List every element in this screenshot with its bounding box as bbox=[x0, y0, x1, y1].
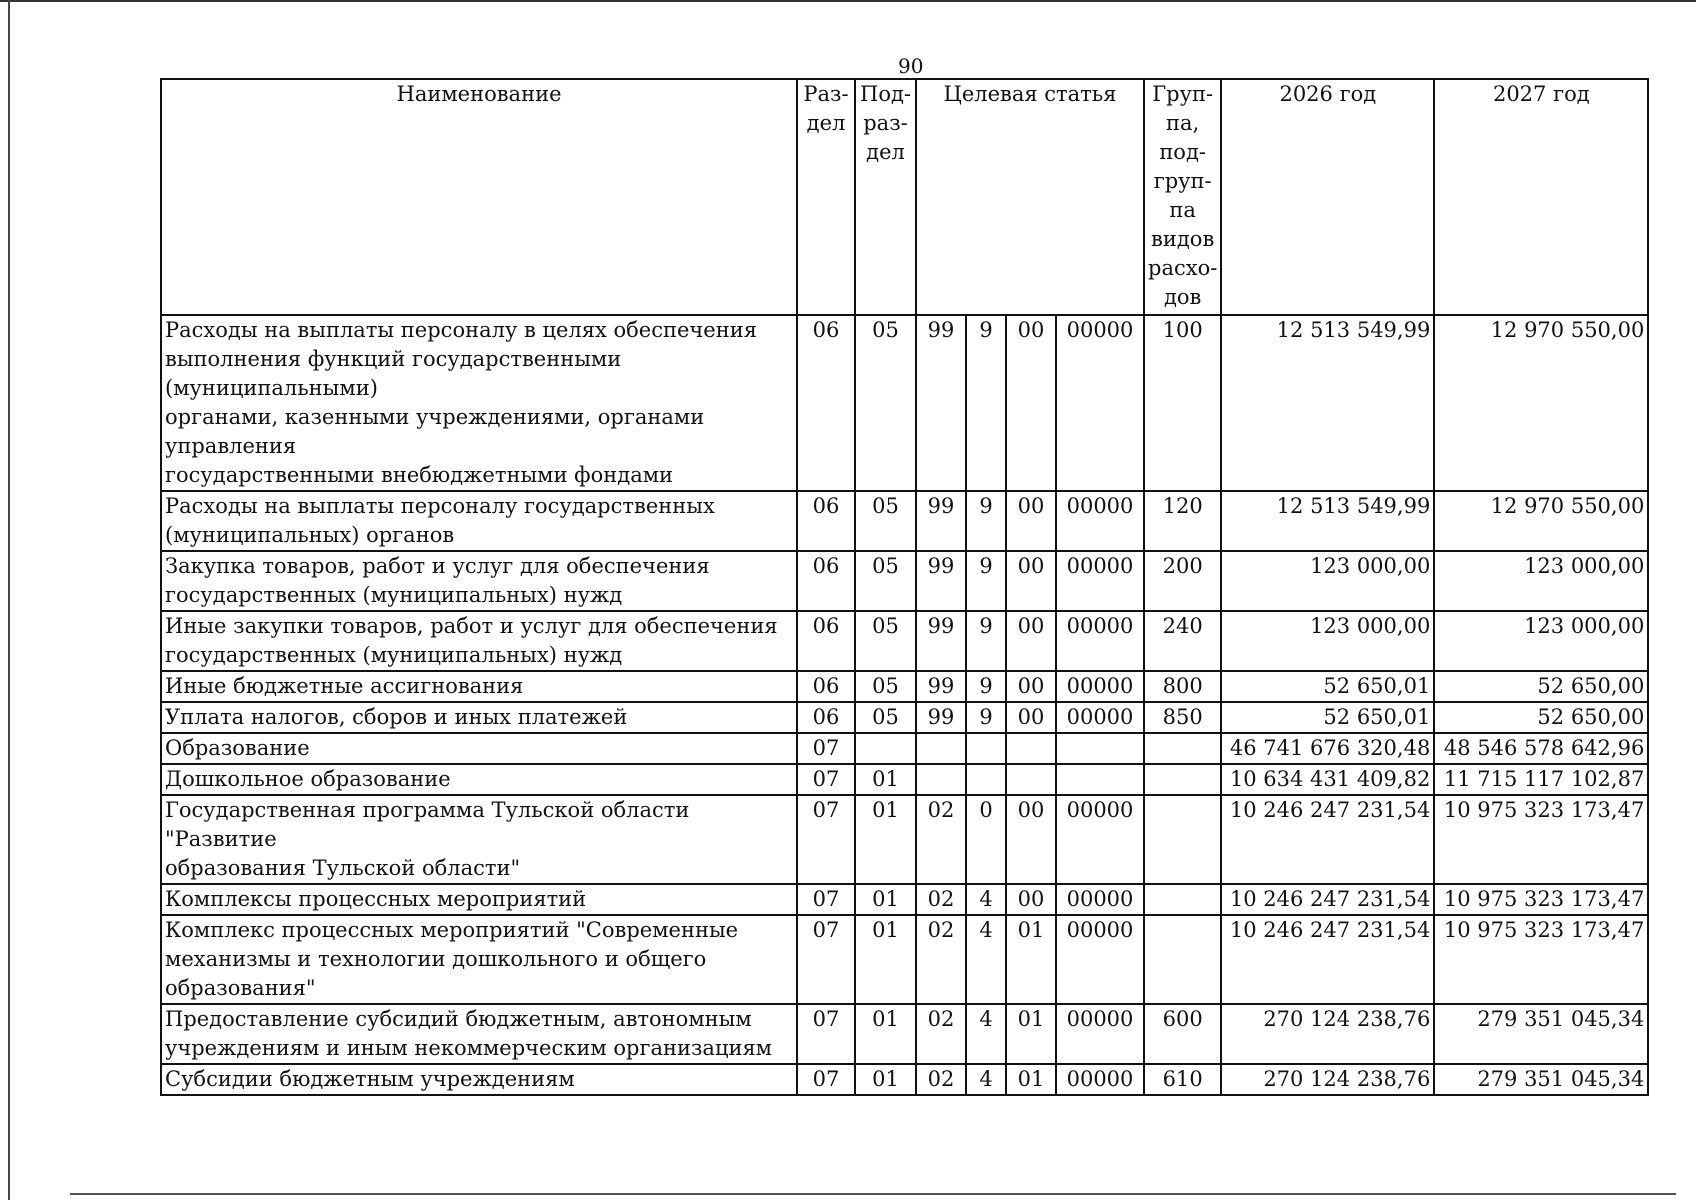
row-name-line: механизмы и технологии дошкольного и общего образования" bbox=[165, 947, 707, 1000]
row-2027: 52 650,00 bbox=[1434, 671, 1648, 702]
row-group: 240 bbox=[1144, 611, 1221, 671]
row-podrazdel: 05 bbox=[855, 551, 916, 611]
row-target-program: 99 bbox=[916, 611, 966, 671]
page-number: 90 bbox=[898, 54, 924, 78]
row-2027: 279 351 045,34 bbox=[1434, 1064, 1648, 1095]
row-target-direction: 00000 bbox=[1056, 671, 1144, 702]
row-podrazdel: 01 bbox=[855, 764, 916, 795]
header-group-line: Груп- bbox=[1152, 82, 1214, 106]
header-group-line: под- bbox=[1159, 140, 1206, 164]
row-group bbox=[1144, 733, 1221, 764]
row-name-line: Уплата налогов, сборов и иных платежей bbox=[165, 705, 628, 729]
row-target-element: 00 bbox=[1006, 884, 1056, 915]
row-target-program bbox=[916, 764, 966, 795]
row-name bbox=[161, 1064, 797, 1095]
row-name-line: государственных (муниципальных) нужд bbox=[165, 643, 623, 667]
row-name-line: Расходы на выплаты персоналу государственных bbox=[165, 494, 715, 518]
table-row bbox=[161, 1064, 1648, 1095]
row-target-element: 00 bbox=[1006, 671, 1056, 702]
row-podrazdel: 01 bbox=[855, 915, 916, 1004]
row-2027: 48 546 578 642,96 bbox=[1434, 733, 1648, 764]
header-group-line: па bbox=[1169, 198, 1196, 222]
row-target-type: 4 bbox=[966, 1064, 1006, 1095]
row-target-type: 4 bbox=[966, 915, 1006, 1004]
row-target-type: 9 bbox=[966, 551, 1006, 611]
row-name-line: органами, казенными учреждениями, органами управления bbox=[165, 405, 705, 458]
row-target-type: 0 bbox=[966, 795, 1006, 884]
table-row bbox=[161, 491, 1648, 551]
row-target-element: 00 bbox=[1006, 702, 1056, 733]
row-target-type: 9 bbox=[966, 671, 1006, 702]
table-row bbox=[161, 671, 1648, 702]
header-name: Наименование bbox=[161, 79, 797, 315]
scan-border-top bbox=[0, 0, 1696, 2]
header-group-line: па, bbox=[1166, 111, 1200, 135]
row-podrazdel: 05 bbox=[855, 315, 916, 491]
row-name-line: Иные закупки товаров, работ и услуг для обеспечения bbox=[165, 614, 778, 638]
row-podrazdel: 05 bbox=[855, 671, 916, 702]
table-row bbox=[161, 764, 1648, 795]
row-razdel: 07 bbox=[797, 795, 855, 884]
row-target-direction: 00000 bbox=[1056, 702, 1144, 733]
row-group: 850 bbox=[1144, 702, 1221, 733]
row-2026: 52 650,01 bbox=[1221, 671, 1434, 702]
row-name-line: государственными внебюджетными фондами bbox=[165, 463, 674, 487]
row-razdel: 07 bbox=[797, 1064, 855, 1095]
row-2027: 12 970 550,00 bbox=[1434, 315, 1648, 491]
header-row bbox=[161, 79, 1648, 315]
header-group-line: видов bbox=[1151, 227, 1215, 251]
row-group: 800 bbox=[1144, 671, 1221, 702]
header-target-article: Целевая статья bbox=[916, 79, 1144, 315]
row-name-line: Закупка товаров, работ и услуг для обеспечения bbox=[165, 554, 710, 578]
table-row bbox=[161, 915, 1648, 1004]
row-2026: 10 246 247 231,54 bbox=[1221, 795, 1434, 884]
row-name bbox=[161, 733, 797, 764]
header-podrazdel-line: раз- bbox=[863, 111, 908, 135]
row-razdel: 07 bbox=[797, 733, 855, 764]
row-group: 610 bbox=[1144, 1064, 1221, 1095]
row-name bbox=[161, 915, 797, 1004]
row-2027: 10 975 323 173,47 bbox=[1434, 915, 1648, 1004]
scan-border-bottom bbox=[70, 1193, 1676, 1195]
row-name bbox=[161, 611, 797, 671]
row-target-type: 4 bbox=[966, 1004, 1006, 1064]
header-razdel-line: Раз- bbox=[803, 82, 849, 106]
row-2026: 270 124 238,76 bbox=[1221, 1004, 1434, 1064]
header-group-line: груп- bbox=[1153, 169, 1212, 193]
row-name bbox=[161, 884, 797, 915]
table-row bbox=[161, 1004, 1648, 1064]
table-row bbox=[161, 884, 1648, 915]
row-target-direction: 00000 bbox=[1056, 795, 1144, 884]
row-podrazdel: 01 bbox=[855, 1064, 916, 1095]
row-target-element: 01 bbox=[1006, 1064, 1056, 1095]
row-target-direction bbox=[1056, 764, 1144, 795]
row-razdel: 06 bbox=[797, 551, 855, 611]
row-target-direction: 00000 bbox=[1056, 315, 1144, 491]
row-target-element: 00 bbox=[1006, 315, 1056, 491]
row-target-element: 01 bbox=[1006, 915, 1056, 1004]
row-name-line: Комплекс процессных мероприятий "Современные bbox=[165, 918, 739, 942]
row-group: 120 bbox=[1144, 491, 1221, 551]
row-target-element: 00 bbox=[1006, 611, 1056, 671]
row-name-line: (муниципальных) органов bbox=[165, 523, 455, 547]
header-podrazdel-line: дел bbox=[866, 140, 905, 164]
row-razdel: 06 bbox=[797, 491, 855, 551]
row-target-element bbox=[1006, 764, 1056, 795]
row-2026: 10 246 247 231,54 bbox=[1221, 884, 1434, 915]
row-2026: 46 741 676 320,48 bbox=[1221, 733, 1434, 764]
row-razdel: 07 bbox=[797, 764, 855, 795]
row-target-type: 9 bbox=[966, 702, 1006, 733]
row-name-line: Дошкольное образование bbox=[165, 767, 451, 791]
row-podrazdel bbox=[855, 733, 916, 764]
table-row bbox=[161, 551, 1648, 611]
row-target-element bbox=[1006, 733, 1056, 764]
row-group bbox=[1144, 884, 1221, 915]
table-row bbox=[161, 702, 1648, 733]
row-target-type bbox=[966, 764, 1006, 795]
header-2026: 2026 год bbox=[1221, 79, 1434, 315]
row-razdel: 06 bbox=[797, 702, 855, 733]
row-group: 200 bbox=[1144, 551, 1221, 611]
row-target-program: 02 bbox=[916, 915, 966, 1004]
row-2026: 123 000,00 bbox=[1221, 551, 1434, 611]
row-target-type: 4 bbox=[966, 884, 1006, 915]
row-2027: 123 000,00 bbox=[1434, 551, 1648, 611]
row-name-line: выполнения функций государственными (муниципальными) bbox=[165, 347, 622, 400]
row-target-program bbox=[916, 733, 966, 764]
row-name-line: Предоставление субсидий бюджетным, автономным bbox=[165, 1007, 752, 1031]
row-name-line: учреждениям и иным некоммерческим организациям bbox=[165, 1036, 773, 1060]
row-razdel: 07 bbox=[797, 915, 855, 1004]
row-podrazdel: 05 bbox=[855, 702, 916, 733]
row-name-line: Комплексы процессных мероприятий bbox=[165, 887, 587, 911]
row-target-program: 99 bbox=[916, 551, 966, 611]
row-2027: 52 650,00 bbox=[1434, 702, 1648, 733]
header-2027: 2027 год bbox=[1434, 79, 1648, 315]
row-target-direction: 00000 bbox=[1056, 611, 1144, 671]
row-2027: 10 975 323 173,47 bbox=[1434, 884, 1648, 915]
row-target-element: 01 bbox=[1006, 1004, 1056, 1064]
row-2026: 123 000,00 bbox=[1221, 611, 1434, 671]
row-podrazdel: 01 bbox=[855, 1004, 916, 1064]
table-row bbox=[161, 795, 1648, 884]
row-podrazdel: 01 bbox=[855, 795, 916, 884]
row-group bbox=[1144, 795, 1221, 884]
row-2026: 12 513 549,99 bbox=[1221, 491, 1434, 551]
row-name bbox=[161, 764, 797, 795]
row-target-element: 00 bbox=[1006, 795, 1056, 884]
header-group-line: дов bbox=[1163, 285, 1202, 309]
row-name-line: Образование bbox=[165, 736, 310, 760]
row-podrazdel: 05 bbox=[855, 611, 916, 671]
row-target-program: 99 bbox=[916, 702, 966, 733]
row-podrazdel: 01 bbox=[855, 884, 916, 915]
row-target-direction: 00000 bbox=[1056, 491, 1144, 551]
row-razdel: 07 bbox=[797, 1004, 855, 1064]
row-razdel: 07 bbox=[797, 884, 855, 915]
row-name-line: Расходы на выплаты персоналу в целях обеспечения bbox=[165, 318, 757, 342]
row-target-program: 99 bbox=[916, 491, 966, 551]
row-name bbox=[161, 671, 797, 702]
row-target-direction: 00000 bbox=[1056, 1064, 1144, 1095]
row-2026: 10 246 247 231,54 bbox=[1221, 915, 1434, 1004]
row-target-direction: 00000 bbox=[1056, 551, 1144, 611]
row-name-line: образования Тульской области" bbox=[165, 856, 521, 880]
header-group-line: расхо- bbox=[1148, 256, 1218, 280]
row-name bbox=[161, 551, 797, 611]
row-target-type: 9 bbox=[966, 491, 1006, 551]
row-group: 600 bbox=[1144, 1004, 1221, 1064]
row-group bbox=[1144, 915, 1221, 1004]
table-row bbox=[161, 315, 1648, 491]
row-2026: 52 650,01 bbox=[1221, 702, 1434, 733]
row-2027: 10 975 323 173,47 bbox=[1434, 795, 1648, 884]
row-target-program: 99 bbox=[916, 315, 966, 491]
row-name bbox=[161, 1004, 797, 1064]
header-podrazdel bbox=[855, 79, 916, 315]
row-name bbox=[161, 795, 797, 884]
header-podrazdel-line: Под- bbox=[860, 82, 911, 106]
row-name bbox=[161, 491, 797, 551]
row-target-direction: 00000 bbox=[1056, 884, 1144, 915]
header-razdel bbox=[797, 79, 855, 315]
table-row bbox=[161, 611, 1648, 671]
row-group: 100 bbox=[1144, 315, 1221, 491]
header-razdel-line: дел bbox=[806, 111, 846, 135]
row-2026: 10 634 431 409,82 bbox=[1221, 764, 1434, 795]
row-name-line: Иные бюджетные ассигнования bbox=[165, 674, 524, 698]
row-target-program: 99 bbox=[916, 671, 966, 702]
budget-table bbox=[160, 78, 1649, 1096]
row-2026: 12 513 549,99 bbox=[1221, 315, 1434, 491]
row-2027: 123 000,00 bbox=[1434, 611, 1648, 671]
row-target-direction bbox=[1056, 733, 1144, 764]
row-2027: 11 715 117 102,87 bbox=[1434, 764, 1648, 795]
row-name bbox=[161, 315, 797, 491]
row-podrazdel: 05 bbox=[855, 491, 916, 551]
row-razdel: 06 bbox=[797, 315, 855, 491]
row-name-line: государственных (муниципальных) нужд bbox=[165, 583, 623, 607]
row-target-program: 02 bbox=[916, 1064, 966, 1095]
row-target-type: 9 bbox=[966, 611, 1006, 671]
row-target-type: 9 bbox=[966, 315, 1006, 491]
row-target-program: 02 bbox=[916, 795, 966, 884]
row-2027: 12 970 550,00 bbox=[1434, 491, 1648, 551]
row-target-program: 02 bbox=[916, 1004, 966, 1064]
header-group bbox=[1144, 79, 1221, 315]
row-razdel: 06 bbox=[797, 611, 855, 671]
row-2026: 270 124 238,76 bbox=[1221, 1064, 1434, 1095]
row-target-direction: 00000 bbox=[1056, 915, 1144, 1004]
row-2027: 279 351 045,34 bbox=[1434, 1004, 1648, 1064]
row-razdel: 06 bbox=[797, 671, 855, 702]
row-target-type bbox=[966, 733, 1006, 764]
row-target-element: 00 bbox=[1006, 491, 1056, 551]
row-name bbox=[161, 702, 797, 733]
table-row bbox=[161, 733, 1648, 764]
row-name-line: Субсидии бюджетным учреждениям bbox=[165, 1067, 575, 1091]
scan-border-left bbox=[8, 0, 10, 1200]
row-name-line: Государственная программа Тульской области "Развитие bbox=[165, 798, 690, 851]
row-target-element: 00 bbox=[1006, 551, 1056, 611]
row-target-direction: 00000 bbox=[1056, 1004, 1144, 1064]
row-group bbox=[1144, 764, 1221, 795]
row-target-program: 02 bbox=[916, 884, 966, 915]
